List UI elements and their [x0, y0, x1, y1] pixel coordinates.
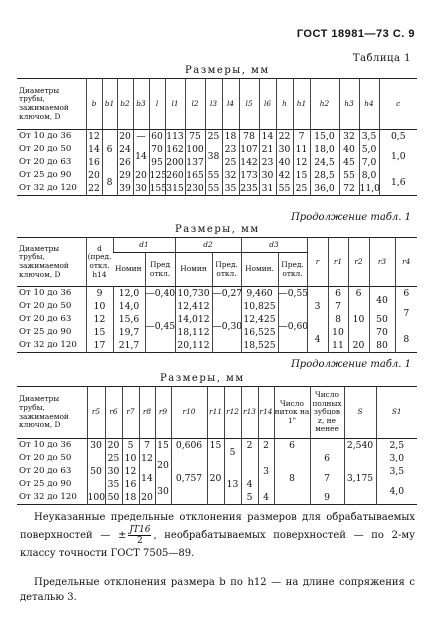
table1-head-c: c: [379, 79, 417, 130]
table-cell: От 10 до 36: [19, 131, 72, 141]
table-cell: 42: [276, 169, 293, 182]
table2-head-diameter: Диаметры трубы, зажимаемой ключом, D: [17, 238, 86, 287]
table-cell: 14,012: [175, 313, 212, 326]
note-b-tolerance-text: Предельные отклонения размера b по h12 — на длине сопряжения с деталью 3.: [20, 577, 415, 603]
table-cell: 5: [224, 439, 241, 466]
table-cell: 24: [117, 143, 133, 156]
table2-sub-d3-nom: Номин.: [241, 253, 278, 287]
table-cell: От 32 до 120: [19, 340, 77, 350]
table-cell: 6: [102, 130, 117, 170]
table-cell: 12,425: [241, 313, 278, 326]
table-cell: 30: [105, 465, 122, 478]
table-cell: 12: [293, 156, 310, 169]
table-cell: От 20 до 63: [19, 314, 72, 324]
table-cell: —0,55: [278, 288, 309, 299]
table-cell: 9,460: [241, 287, 278, 301]
table-cell: 3,5: [359, 130, 379, 144]
table-cell: 26: [117, 156, 133, 169]
note-tolerances: [20, 510, 415, 561]
table-cell: 7: [395, 300, 417, 326]
table-cell: 12: [122, 465, 139, 478]
table-cell: 155: [149, 183, 168, 194]
table-cell: 16: [86, 156, 102, 169]
table-cell: 20: [155, 452, 171, 478]
table1-head-l2: l2: [185, 79, 205, 130]
table-cell: 7: [310, 465, 344, 491]
table-row: [17, 169, 417, 182]
table2-sub-d1-tol: Пред откл.: [145, 253, 175, 287]
table-cell: 107: [240, 144, 258, 155]
table1-caption: Размеры, мм: [185, 65, 270, 76]
table-cell: 2: [258, 439, 274, 453]
table-cell: 29: [117, 169, 133, 182]
table-cell: 7: [328, 300, 348, 313]
table-cell: 235: [240, 183, 258, 194]
table-cell: 70: [369, 326, 395, 339]
table-cell: 12,0: [113, 287, 145, 301]
table-cell: 60: [149, 130, 165, 144]
table-cell: 2,5: [376, 439, 417, 453]
table-cell: 10: [328, 326, 348, 339]
table2-head-d3: d3: [241, 238, 307, 253]
table2-head-d2: d2: [175, 238, 241, 253]
table-cell: 6: [328, 287, 348, 301]
table-cell: 32: [222, 169, 239, 182]
table-cell: 20: [86, 169, 102, 182]
table-cell: 55: [205, 182, 222, 196]
table-cell: 16: [122, 478, 139, 491]
table1: [17, 78, 417, 196]
table-cell: 3,5: [376, 465, 417, 478]
table-cell: 5: [122, 439, 139, 453]
table3-head-r13: r13: [241, 387, 258, 439]
table-cell: 30: [133, 182, 149, 196]
table-cell: 35: [222, 182, 239, 196]
table-cell: 1,0: [379, 143, 417, 169]
table-cell: 6: [348, 287, 369, 301]
table2-continuation: Продолжение табл. 1: [291, 212, 411, 223]
table-cell: 3,175: [344, 452, 376, 505]
table-cell: 35: [105, 478, 122, 491]
table-cell: 20: [117, 130, 133, 144]
table-cell: 15: [293, 169, 310, 182]
table3-continuation: Продолжение табл. 1: [291, 359, 411, 370]
table-cell: —0,30: [212, 300, 241, 353]
note-tolerances-a: Неуказанные предельные отклонения размеров для обрабатываемых поверхностей — ±: [20, 512, 415, 541]
table-cell: 20: [133, 169, 149, 182]
table-cell: 8: [274, 452, 310, 505]
table-cell: 0,606: [171, 439, 207, 453]
table-cell: 6: [395, 287, 417, 301]
table-cell: 9: [310, 491, 344, 505]
table3-head-r10: r10: [171, 387, 207, 439]
table-cell: 50: [87, 452, 105, 491]
table-cell: 55: [205, 169, 222, 182]
table-row: [17, 182, 417, 196]
table-cell: 72: [339, 182, 359, 196]
table-cell: [241, 452, 258, 478]
table-cell: 14: [259, 130, 276, 144]
table-cell: 80: [369, 339, 395, 353]
table-cell: 78: [239, 130, 259, 144]
table2-sub-d3-tol: Пред. откл.: [278, 253, 307, 287]
table-cell: 100: [87, 492, 106, 503]
table-cell: От 25 до 90: [19, 170, 72, 180]
table2: [17, 237, 417, 353]
table-cell: 75: [185, 130, 205, 144]
table2-head-d1: d1: [113, 238, 175, 253]
table-cell: 38: [205, 143, 222, 169]
table-cell: 36,0: [310, 182, 339, 196]
table3-head-r7: r7: [122, 387, 139, 439]
table1-head-l5: l5: [239, 79, 259, 130]
note-b-tolerance: [20, 575, 415, 605]
table1-head-h4: h4: [359, 79, 379, 130]
table2-caption: Размеры, мм: [175, 224, 260, 235]
table-cell: От 20 до 50: [19, 301, 72, 311]
table-cell: 45: [339, 156, 359, 169]
table2-sub-d2-nom: Номин: [175, 253, 212, 287]
table3-head-r6: r6: [105, 387, 122, 439]
table-cell: —0,60: [278, 300, 307, 353]
table-cell: 4: [258, 491, 274, 505]
table-row: [17, 130, 417, 144]
table1-head-h3: h3: [339, 79, 359, 130]
table3-head-r14: r14: [258, 387, 274, 439]
table-cell: 30: [276, 143, 293, 156]
table-cell: 12: [86, 313, 113, 326]
table1-head-b2: b2: [117, 79, 133, 130]
table-cell: 18,525: [241, 339, 278, 353]
table-cell: —: [133, 130, 149, 144]
table-cell: 25: [293, 182, 310, 196]
table1-head-h: h: [276, 79, 293, 130]
table1-head-l: l: [149, 79, 165, 130]
tolerance-fraction: [128, 525, 151, 546]
table-cell: 11: [293, 143, 310, 156]
table-cell: От 25 до 90: [19, 479, 72, 489]
table2-head-r1: r1: [328, 238, 348, 287]
table-cell: От 32 до 120: [19, 492, 77, 502]
table1-head-h2: h2: [310, 79, 339, 130]
table-cell: 260: [166, 170, 184, 181]
table-cell: 15,0: [310, 130, 339, 144]
table3-head-threads: Число ниток на 1": [274, 387, 310, 439]
table-cell: 20: [348, 339, 369, 353]
page-header: ГОСТ 18981—73 С. 9: [296, 28, 415, 40]
table-cell: 9: [86, 287, 113, 301]
table1-head-b: b: [86, 79, 102, 130]
table-cell: 30: [155, 478, 171, 505]
table-cell: 4,0: [376, 478, 417, 505]
table2-head-r3: r3: [369, 238, 395, 287]
table-cell: 13: [224, 465, 241, 505]
table-cell: От 20 до 63: [19, 157, 72, 167]
table-cell: 21,7: [113, 339, 145, 353]
table3-head-r5: r5: [87, 387, 105, 439]
table-cell: 21: [259, 143, 276, 156]
table1-head-l4: l4: [222, 79, 239, 130]
table-cell: 8,0: [359, 169, 379, 182]
table-cell: 39: [117, 182, 133, 196]
table-cell: 10,825: [241, 300, 278, 313]
table-cell: 15,6: [113, 313, 145, 326]
table-cell: 15: [86, 326, 113, 339]
table-cell: 22: [86, 182, 102, 196]
table-cell: 28,5: [310, 169, 339, 182]
table-cell: 6: [274, 439, 310, 453]
table2-sub-d2-tol: Пред. откл.: [212, 253, 241, 287]
table-cell: —0,45: [145, 300, 175, 353]
table-cell: 230: [186, 183, 204, 194]
table-cell: 18,0: [310, 143, 339, 156]
table3-head-r8: r8: [139, 387, 155, 439]
table1-head-l1: l1: [165, 79, 185, 130]
table-cell: 50: [369, 313, 395, 326]
table-cell: 1,6: [379, 169, 417, 196]
table-cell: 12,412: [175, 300, 212, 313]
fraction-denominator: 2: [137, 536, 143, 546]
table-cell: 142: [240, 157, 258, 168]
table-cell: 23: [259, 156, 276, 169]
table-cell: 20: [139, 491, 155, 505]
table3-head-r9: r9: [155, 387, 171, 439]
table-cell: 95: [149, 156, 165, 169]
table-cell: 10,730: [175, 287, 212, 301]
table3-head-r11: r11: [207, 387, 224, 439]
table-cell: 4: [307, 326, 328, 353]
table-cell: 40: [369, 287, 395, 314]
table-cell: 14: [86, 143, 102, 156]
table-cell: 14: [139, 465, 155, 491]
table-cell: 25: [222, 156, 239, 169]
table-cell: 11: [328, 339, 348, 353]
table-cell: 2,540: [344, 439, 376, 453]
table-row: [17, 300, 417, 313]
table-cell: От 20 до 63: [19, 466, 72, 476]
table-cell: 162: [166, 144, 184, 155]
table-cell: От 25 до 90: [19, 327, 72, 337]
table-cell: 10: [348, 300, 369, 339]
table-cell: 18: [222, 130, 239, 144]
table-cell: 20: [207, 452, 224, 505]
table3-head-s: S: [344, 387, 376, 439]
table-cell: От 20 до 50: [19, 144, 72, 154]
table-cell: 70: [149, 143, 165, 156]
table-cell: 8: [395, 326, 417, 353]
table-cell: [310, 439, 344, 453]
table3-head-diameter: Диаметры трубы, зажимаемой ключом, D: [17, 387, 87, 439]
table2-head-r2: r2: [348, 238, 369, 287]
table-cell: 15: [155, 439, 171, 453]
table3-caption: Размеры, мм: [160, 373, 245, 384]
table3-head-teeth: Число полных зубцов z, не менее: [310, 387, 344, 439]
table-cell: 10: [122, 452, 139, 465]
table-cell: 8: [328, 313, 348, 326]
table-cell: 7,0: [359, 156, 379, 169]
table-cell: 15: [207, 439, 224, 453]
fraction-numerator: JT16: [129, 525, 151, 535]
table-cell: 24,5: [310, 156, 339, 169]
table-cell: 12: [86, 130, 102, 144]
table-cell: 17: [86, 339, 113, 353]
table2-head-r4: r4: [395, 238, 417, 287]
table1-label: Таблица 1: [352, 53, 411, 64]
table-cell: 31: [259, 182, 276, 196]
table1-head-b3: b3: [133, 79, 149, 130]
table-cell: 5: [241, 491, 258, 505]
table-cell: 11,0: [359, 183, 380, 194]
table1-head-h1: h1: [293, 79, 310, 130]
table1-head-diameter: Диаметры трубы, зажимаемой ключом, D: [17, 79, 86, 130]
table-cell: 25: [105, 452, 122, 465]
table-cell: 55: [339, 169, 359, 182]
table-cell: 20: [105, 439, 122, 453]
table-cell: 23: [222, 143, 239, 156]
table-cell: 6: [310, 452, 344, 465]
table-cell: 3: [307, 287, 328, 327]
table-cell: 12: [139, 452, 155, 465]
table-cell: 125: [149, 170, 168, 181]
table-cell: 14: [133, 143, 149, 169]
table-cell: —0,27: [212, 288, 243, 299]
table-cell: 32: [339, 130, 359, 144]
table-cell: 100: [186, 144, 204, 155]
table-cell: 10: [86, 300, 113, 313]
table-cell: 18,112: [175, 326, 212, 339]
table-row: [17, 143, 417, 156]
table-cell: 200: [166, 157, 184, 168]
table1-head-l3: l3: [205, 79, 222, 130]
table1-head-l6: l6: [259, 79, 276, 130]
table-cell: 20,112: [175, 339, 212, 353]
table-cell: От 20 до 50: [19, 453, 72, 463]
table-cell: 25: [205, 130, 222, 144]
table-cell: 0,5: [379, 130, 417, 144]
table-cell: 2: [241, 439, 258, 453]
table-cell: От 10 до 36: [19, 440, 72, 450]
table-cell: 315: [166, 183, 184, 194]
table1-head-b1: b1: [102, 79, 117, 130]
table-cell: 16,525: [241, 326, 278, 339]
table-cell: 18: [122, 491, 139, 505]
table-row: [17, 287, 417, 301]
table-cell: 30: [259, 169, 276, 182]
table-cell: 3: [258, 452, 274, 491]
table-cell: 5,0: [359, 143, 379, 156]
note-tolerances-b: , необрабатываемых поверхностей — по 2-му классу точности ГОСТ 7505—89.: [20, 530, 415, 559]
table-row: [17, 452, 417, 465]
table-cell: 19,7: [113, 326, 145, 339]
table-cell: 4: [241, 478, 258, 491]
table3-head-r12: r12: [224, 387, 241, 439]
table-cell: 7: [139, 439, 155, 453]
table3-head-s1: S1: [376, 387, 417, 439]
table-cell: 55: [276, 182, 293, 196]
table-cell: 165: [186, 170, 204, 181]
table2-head-r: r: [307, 238, 328, 287]
table-cell: 40: [339, 143, 359, 156]
table3: [17, 386, 417, 505]
table-cell: 7: [293, 130, 310, 144]
table-cell: 137: [186, 157, 204, 168]
table-cell: —0,40: [145, 288, 176, 299]
table-cell: От 32 до 120: [19, 183, 77, 193]
table-cell: 8: [102, 169, 117, 196]
table-cell: 50: [105, 491, 122, 505]
table-cell: От 10 до 36: [19, 288, 72, 298]
table-cell: 113: [166, 131, 184, 142]
table-cell: 30: [87, 439, 105, 453]
table-cell: 3,0: [376, 452, 417, 465]
table-cell: 40: [276, 156, 293, 169]
table-cell: 14,0: [113, 300, 145, 313]
table-cell: 0,757: [171, 452, 207, 505]
table2-sub-d1-nom: Номин: [113, 253, 145, 287]
table2-head-d: d (пред. откл. h14: [86, 238, 113, 287]
table-row: [17, 439, 417, 453]
table-cell: 22: [276, 130, 293, 144]
table-cell: 173: [240, 170, 258, 181]
